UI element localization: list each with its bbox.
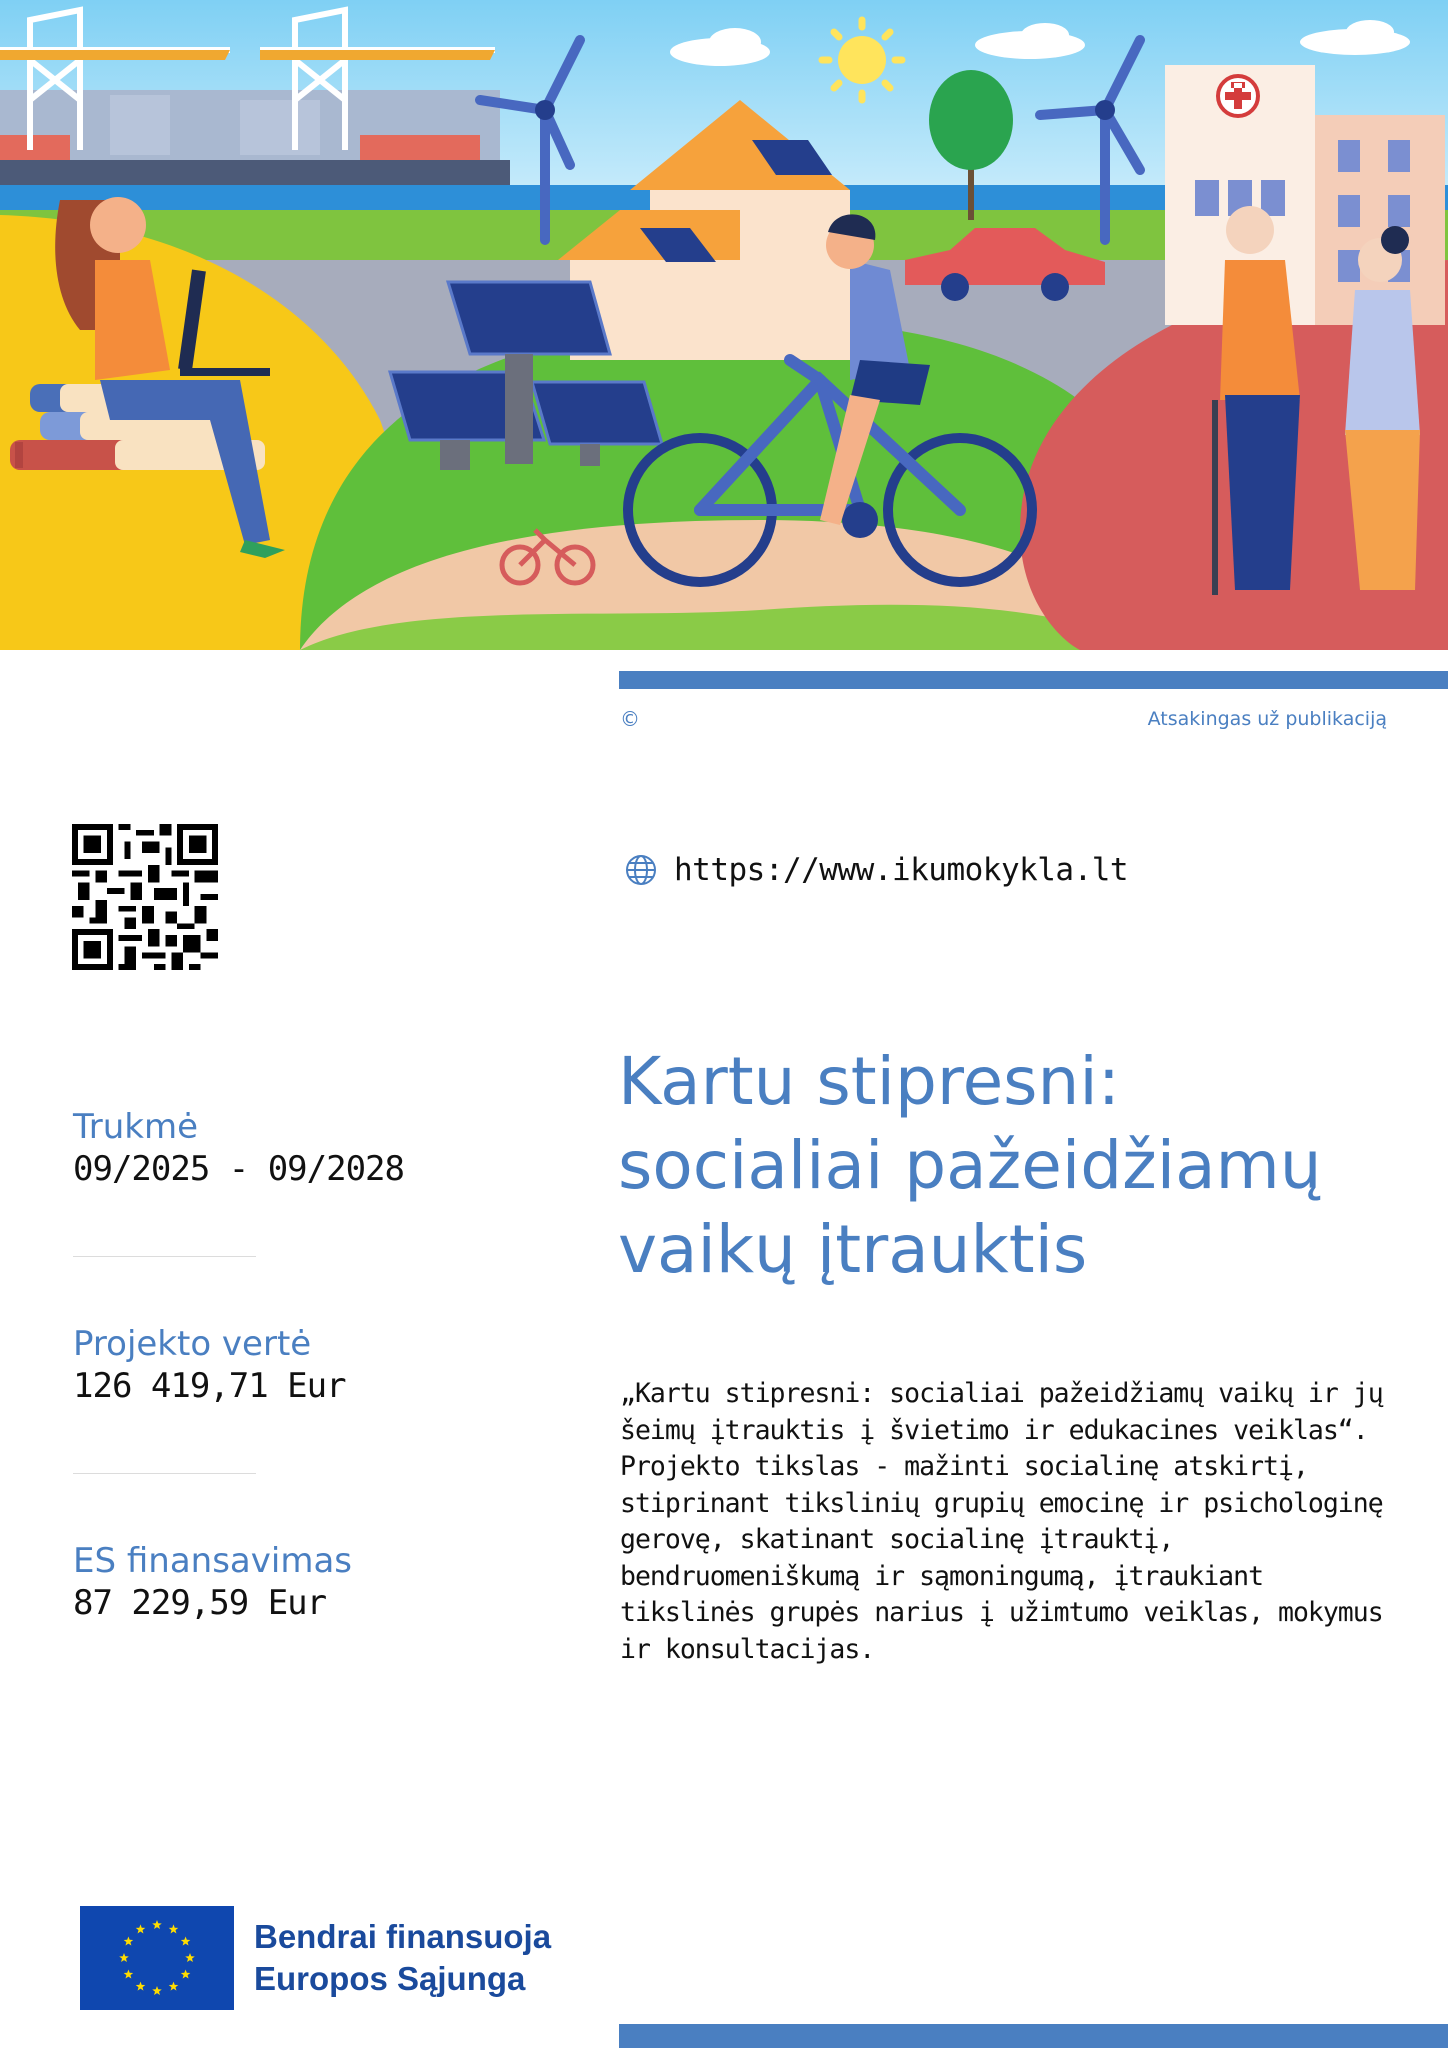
title-line-3: vaikų įtrauktis [618,1211,1088,1288]
globe-icon [624,853,658,887]
publisher-note: Atsakingas už publikaciją [1147,708,1387,730]
stat-value: 09/2025 - 09/2028 [73,1149,404,1189]
website-link[interactable] [624,852,1128,888]
bottom-accent-bar [619,2024,1448,2048]
qr-code[interactable] [72,824,218,970]
eu-funding-logo [80,1906,551,2010]
stat-project-value [73,1323,346,1407]
stat-label: Projekto vertė [73,1324,312,1364]
divider [73,1256,256,1257]
eu-text-line-2: Europos Sąjunga [254,1960,526,1997]
title-line-2: socialiai pažeidžiamų [618,1127,1322,1204]
stat-value: 87 229,59 Eur [73,1583,327,1623]
stat-duration [73,1106,404,1190]
eu-funding-text [254,1916,551,2000]
project-title [618,1040,1418,1292]
eu-text-line-1: Bendrai finansuoja [254,1918,552,1955]
stat-label: ES finansavimas [73,1541,353,1581]
project-description: „Kartu stipresni: socialiai pažeidžiamų vaikų ir jų šeimų įtrauktis į švietimo ir edukacines veiklas“. Projekto tikslas - mažinti socialinę atskirtį, stiprinant tikslinių grupių emocinę ir psichologinę gerovę, skatinant socialinę įtrauktį, bendruomeniškumą ir sąmoningumą, įtraukiant tikslinės grupės narius į užimtumo veiklas, mokymus ir konsultacijas. [620,1378,1383,1665]
top-accent-bar [619,671,1448,689]
stat-eu-funding [73,1540,352,1624]
eu-flag-icon [80,1906,234,2010]
divider [73,1473,256,1474]
copyright-mark: © [620,707,640,731]
stat-label: Trukmė [73,1107,199,1147]
website-url[interactable]: https://www.ikumokykla.lt [674,852,1129,888]
hero-illustration [0,0,1448,650]
stat-value: 126 419,71 Eur [73,1366,346,1406]
title-line-1: Kartu stipresni: [618,1043,1120,1120]
